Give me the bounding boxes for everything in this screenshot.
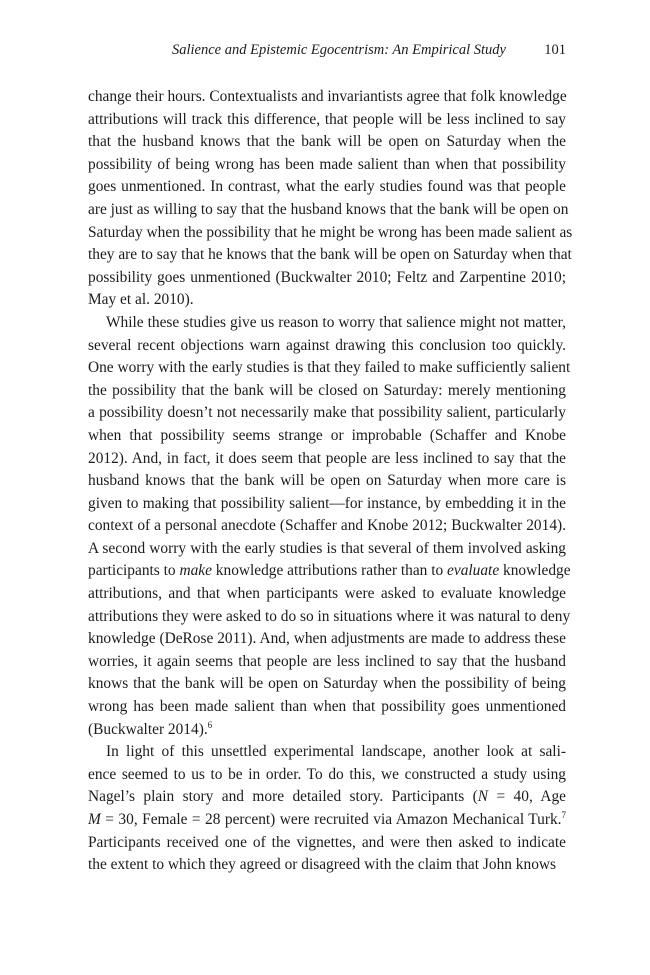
text-line	[88, 832, 566, 855]
italic-text: N	[477, 788, 489, 806]
text-segment: A second worry with the early studies is that several of them involved asking	[88, 539, 566, 557]
text-line	[88, 696, 566, 719]
text-line	[88, 809, 566, 832]
text-segment: that the husband knows that the bank will be open on Saturday when the	[88, 133, 566, 151]
footnote-marker: 7	[561, 810, 566, 820]
text-line	[88, 606, 571, 629]
text-line	[88, 448, 566, 471]
text-line	[88, 312, 566, 335]
text-segment: May et al. 2010).	[88, 291, 194, 309]
text-line	[88, 402, 566, 425]
text-segment: worries, it again seems that people are less inclined to say that the husband	[88, 652, 566, 670]
text-segment: knowledge	[499, 562, 571, 580]
italic-text: evaluate	[447, 562, 500, 580]
text-segment: they are to say that he knows that the bank will be open on Saturday when that	[88, 246, 572, 264]
text-segment: possibility of being wrong has been made salient than when that possibility	[88, 155, 566, 173]
text-segment: the extent to which they agreed or disagreed with the claim that John knows	[88, 856, 557, 874]
text-segment: knows that the bank will be open on Saturday when the possibility of being	[88, 675, 566, 693]
text-line	[88, 335, 566, 358]
text-line	[88, 470, 566, 493]
text-line	[88, 651, 566, 674]
text-segment: = 40, Age	[488, 788, 566, 806]
paragraph	[88, 741, 566, 877]
text-line	[88, 764, 566, 787]
text-segment: Participants received one of the vignettes, and were then asked to indicate	[88, 833, 566, 851]
paragraph	[88, 312, 571, 741]
text-line	[88, 719, 566, 742]
text-line	[88, 786, 566, 809]
footnote-marker: 6	[207, 719, 213, 730]
text-line	[88, 86, 566, 109]
text-segment: goes unmentioned. In contrast, what the early studies found was that people	[88, 178, 566, 196]
text-line	[88, 628, 566, 651]
text-line	[88, 222, 573, 245]
italic-text: make	[179, 562, 212, 580]
text-segment: the possibility that the bank will be closed on Saturday: merely mentioning	[88, 381, 566, 399]
text-segment: attributions will track this difference, that people will be less inclined to say	[88, 110, 566, 128]
page-body	[88, 86, 573, 877]
text-line	[88, 425, 566, 448]
text-segment: a possibility doesn’t not necessarily make that possibility salient, particularly	[88, 404, 566, 422]
text-line	[88, 267, 566, 290]
text-line	[88, 515, 566, 538]
text-segment: attributions, and that when participants were asked to evaluate knowledge	[88, 585, 566, 603]
text-segment: While these studies give us reason to worry that salience might not matter,	[106, 313, 566, 331]
text-segment: 2012). And, in fact, it does seem that people are less inclined to say that the	[88, 449, 566, 467]
text-line	[88, 154, 566, 177]
text-segment: Saturday when the possibility that he might be wrong has been made salient as	[88, 223, 573, 241]
text-line	[88, 854, 566, 877]
text-line	[88, 199, 569, 222]
text-segment: husband knows that the bank will be open on Saturday when more care is	[88, 472, 566, 490]
text-segment: possibility goes unmentioned (Buckwalter 2010; Feltz and Zarpentine 2010;	[88, 268, 566, 286]
text-line	[88, 673, 566, 696]
text-line	[88, 357, 571, 380]
text-line	[88, 109, 566, 132]
text-segment: (Buckwalter 2014).	[88, 720, 208, 738]
text-line	[88, 380, 566, 403]
text-line	[88, 560, 571, 583]
text-segment: knowledge (DeRose 2011). And, when adjustments are made to address these	[88, 630, 566, 648]
text-segment: attributions they were asked to do so in situations where it was natural to deny	[88, 607, 571, 625]
text-segment: change their hours. Contextualists and invariantists agree that folk knowledge	[88, 88, 567, 105]
text-line	[88, 131, 566, 154]
text-segment: wrong has been made salient than when that possibility goes unmentioned	[88, 698, 566, 716]
text-line	[88, 289, 566, 312]
text-line	[88, 176, 566, 199]
running-title: Salience and Epistemic Egocentrism: An Empirical Study	[172, 42, 506, 58]
text-segment: participants to	[88, 562, 180, 580]
text-segment: several recent objections warn against drawing this conclusion too quickly.	[88, 336, 566, 354]
running-head	[88, 42, 566, 64]
text-line	[88, 493, 566, 516]
text-segment: In light of this unsettled experimental landscape, another look at sali-	[106, 743, 566, 761]
italic-text: M	[88, 811, 101, 828]
text-segment: One worry with the early studies is that they failed to make sufficiently salient	[88, 359, 571, 377]
text-line	[88, 741, 566, 764]
text-segment: ence seemed to us to be in order. To do this, we constructed a study using	[88, 765, 566, 783]
text-line	[88, 583, 566, 606]
text-segment: context of a personal anecdote (Schaffer and Knobe 2012; Buckwalter 2014).	[88, 517, 566, 535]
text-segment: Nagel’s plain story and more detailed story. Participants (	[88, 788, 478, 806]
text-line	[88, 538, 566, 561]
page-number: 101	[544, 42, 566, 58]
paragraph	[88, 86, 573, 312]
text-segment: knowledge attributions rather than to	[211, 562, 448, 580]
text-segment: given to making that possibility salient—for instance, by embedding it in the	[88, 494, 566, 512]
text-segment: = 30, Female = 28 percent) were recruited via Amazon Mechanical Turk.	[100, 811, 562, 828]
text-segment: are just as willing to say that the husband knows that the bank will be open on	[88, 200, 569, 218]
text-line	[88, 244, 572, 267]
text-segment: when that possibility seems strange or improbable (Schaffer and Knobe	[88, 426, 566, 444]
